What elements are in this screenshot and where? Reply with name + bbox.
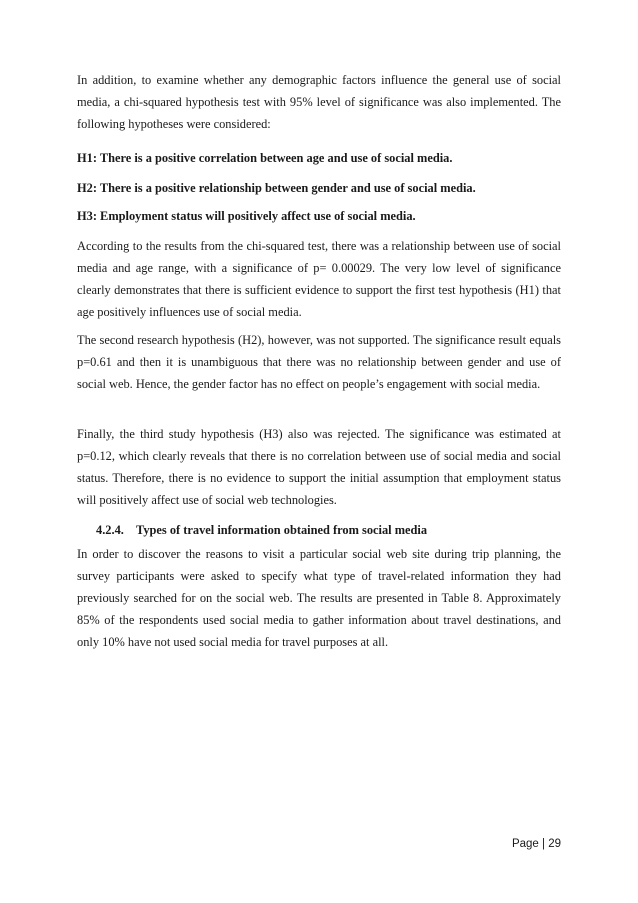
h1-result-paragraph: According to the results from the chi-squared test, there was a relationship between use of social media and age range, with a significance of p= 0.00029. The very low level of significance clearly demonstrates that there is sufficient evidence to support the first test hypothesis (H1) that age positively influences use of social media. [77, 239, 561, 319]
hypothesis-h2: H2: There is a positive relationship between gender and use of social media. [77, 181, 476, 195]
hypothesis-h1: H1: There is a positive correlation between age and use of social media. [77, 151, 453, 165]
h3-result-paragraph: Finally, the third study hypothesis (H3) also was rejected. The significance was estimated at p=0.12, which clearly reveals that there is no correlation between use of social media and social status. Therefore, there is no evidence to support the initial assumption that employment status will positively affect use of social web technologies. [77, 427, 561, 507]
h2-result-paragraph: The second research hypothesis (H2), however, was not supported. The significance result equals p=0.61 and then it is unambiguous that there was no relationship between gender and use of social web. Hence, the gender factor has no effect on people’s engagement with social media. [77, 333, 561, 391]
section-number: 4.2.4. [96, 523, 124, 537]
intro-paragraph: In addition, to examine whether any demographic factors influence the general use of social media, a chi-squared hypothesis test with 95% level of significance was also implemented. The following hypotheses were considered: [77, 73, 561, 131]
section-title: Types of travel information obtained from social media [136, 523, 428, 537]
travel-info-paragraph: In order to discover the reasons to visit a particular social web site during trip planning, the survey participants were asked to specify what type of travel-related information they had previously searched for on the social web. The results are presented in Table 8. Approximately 85% of the respondents used social media to gather information about travel destinations, and only 10% have not used social media for travel purposes at all. [77, 547, 561, 649]
page-number: Page | 29 [511, 838, 561, 850]
section-heading [96, 520, 566, 540]
hypothesis-h3: H3: Employment status will positively affect use of social media. [77, 209, 416, 223]
